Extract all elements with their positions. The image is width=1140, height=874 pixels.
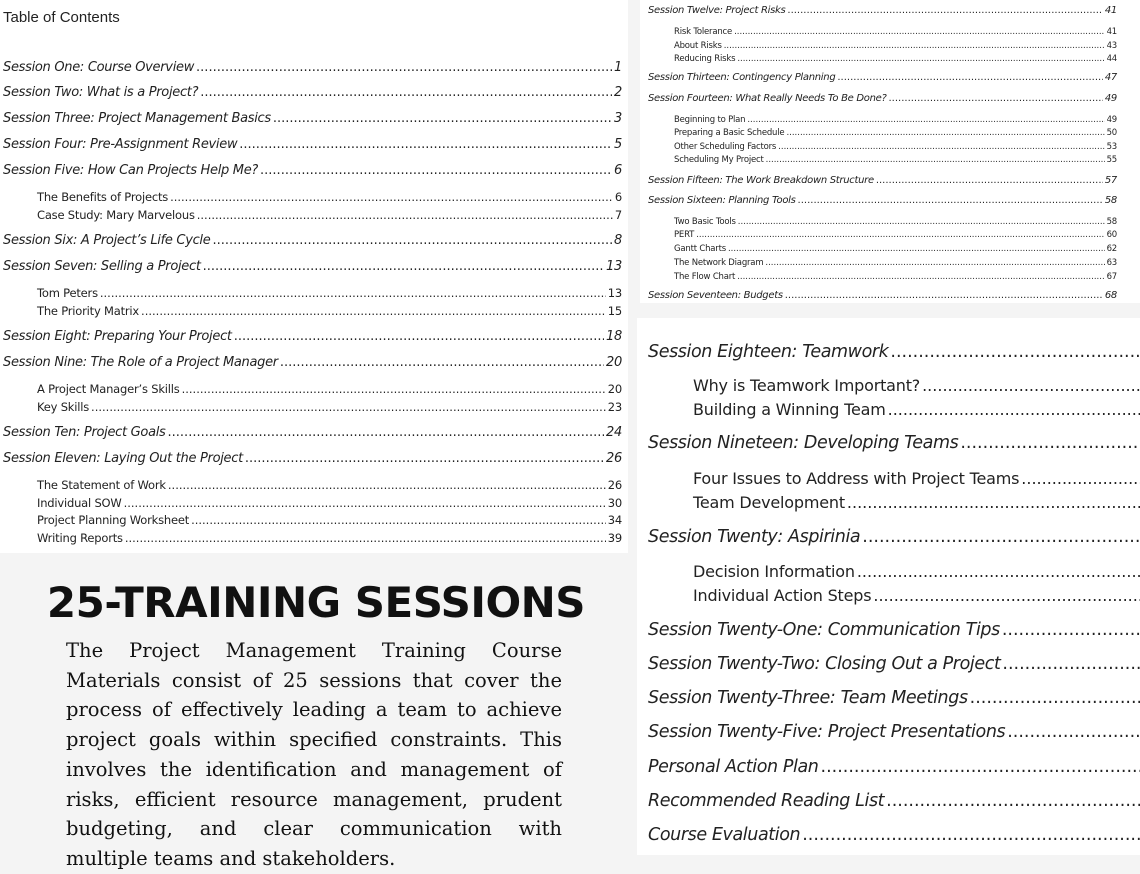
toc-entry-label: Individual Action Steps <box>693 586 871 605</box>
toc-page-top-right <box>640 0 1140 303</box>
toc-session-entry <box>648 433 1140 453</box>
toc-entry-label: Session Eight: Preparing Your Project <box>3 329 232 344</box>
toc-page-number: 20 <box>608 382 622 396</box>
toc-session-entry <box>648 722 1140 742</box>
toc-entry-label: Gantt Charts <box>674 244 726 254</box>
toc-subsection-entry <box>674 155 1117 165</box>
dot-leader <box>889 93 1103 104</box>
dot-leader <box>873 586 1140 605</box>
toc-entry-label: The Statement of Work <box>37 478 166 492</box>
dot-leader <box>734 27 1105 37</box>
toc-page-number: 49 <box>1105 93 1117 104</box>
toc-entry-label: Session Two: What is a Project? <box>3 85 198 100</box>
toc-entry-label: Reducing Risks <box>674 54 735 64</box>
toc-page-number: 39 <box>608 531 622 545</box>
dot-leader <box>200 85 612 100</box>
dot-leader <box>786 128 1104 138</box>
toc-entry-label: The Network Diagram <box>674 258 763 268</box>
toc-subsection-entry <box>674 115 1117 125</box>
headline: 25-TRAINING SESSIONS <box>0 578 632 627</box>
toc-entry-label: Session Twelve: Project Risks <box>648 5 785 16</box>
toc-session-entry <box>648 195 1117 206</box>
dot-leader <box>785 290 1103 301</box>
dot-leader <box>970 688 1140 708</box>
toc-entry-label: Session Five: How Can Projects Help Me? <box>3 163 258 178</box>
dot-leader <box>857 562 1140 581</box>
dot-leader <box>168 425 605 440</box>
toc-subsection-entry <box>674 54 1117 64</box>
toc-entry-label: Session Twenty-One: Communication Tips <box>648 620 1000 640</box>
dot-leader <box>196 60 612 75</box>
dot-leader <box>182 382 606 396</box>
toc-session-entry <box>648 527 1140 547</box>
dot-leader <box>876 175 1103 186</box>
toc-page-number: 18 <box>606 329 622 344</box>
toc-session-entry <box>648 175 1117 186</box>
toc-page-number: 34 <box>608 513 622 527</box>
dot-leader <box>747 115 1104 125</box>
toc-page-number: 13 <box>608 286 622 300</box>
toc-page-number: 26 <box>608 478 622 492</box>
toc-session-entry <box>3 60 622 75</box>
toc-session-entry <box>3 163 622 178</box>
dot-leader <box>724 41 1105 51</box>
toc-entry-label: Session One: Course Overview <box>3 60 194 75</box>
dot-leader <box>847 493 1140 512</box>
toc-subsection-entry <box>674 41 1117 51</box>
toc-entry-label: Session Six: A Project’s Life Cycle <box>3 233 210 248</box>
toc-session-entry <box>648 93 1117 104</box>
toc-entry-label: Session Eleven: Laying Out the Project <box>3 451 243 466</box>
toc-page-number: 6 <box>614 163 622 178</box>
toc-subsection-entry <box>693 376 1140 395</box>
dot-leader <box>1002 620 1140 640</box>
toc-page-number: 2 <box>614 85 622 100</box>
toc-subsection-entry <box>674 272 1117 282</box>
dot-leader <box>886 791 1140 811</box>
toc-page-number: 23 <box>608 400 622 414</box>
toc-entry-label: Project Planning Worksheet <box>37 513 189 527</box>
toc-subsection-entry <box>674 244 1117 254</box>
toc-subsection-entry <box>693 586 1140 605</box>
toc-subsection-entry <box>37 286 622 300</box>
toc-page-number: 24 <box>606 425 622 440</box>
dot-leader <box>960 433 1140 453</box>
toc-entry-label: A Project Manager’s Skills <box>37 382 180 396</box>
toc-entry-label: Case Study: Mary Marvelous <box>37 208 195 222</box>
toc-page-number: 8 <box>614 233 622 248</box>
toc-entry-label: Session Three: Project Management Basics <box>3 111 271 126</box>
toc-subsection-entry <box>693 469 1140 488</box>
toc-entry-label: Session Seventeen: Budgets <box>648 290 783 301</box>
dot-leader <box>170 190 613 204</box>
toc-entry-label: Building a Winning Team <box>693 400 886 419</box>
toc-subsection-entry <box>37 478 622 492</box>
dot-leader <box>91 400 606 414</box>
dot-leader <box>212 233 612 248</box>
toc-entry-label: Session Nine: The Role of a Project Manager <box>3 355 278 370</box>
toc-session-entry <box>648 688 1140 708</box>
toc-entry-label: Individual SOW <box>37 496 122 510</box>
toc-title: Table of Contents <box>3 9 120 26</box>
toc-page-number: 50 <box>1107 128 1117 138</box>
toc-page-number: 49 <box>1107 115 1117 125</box>
toc-entry-label: Recommended Reading List <box>648 791 884 811</box>
dot-leader <box>728 244 1105 254</box>
toc-page-number: 7 <box>615 208 622 222</box>
toc-subsection-entry <box>37 208 622 222</box>
toc-page-number: 60 <box>1107 230 1117 240</box>
dot-leader <box>239 137 612 152</box>
dot-leader <box>922 376 1140 395</box>
dot-leader <box>100 286 606 300</box>
toc-entry-label: The Flow Chart <box>674 272 735 282</box>
dot-leader <box>273 111 612 126</box>
dot-leader <box>1002 654 1140 674</box>
toc-entry-label: Session Twenty-Two: Closing Out a Project <box>648 654 1000 674</box>
dot-leader <box>798 195 1103 206</box>
toc-entry-label: Session Fifteen: The Work Breakdown Structure <box>648 175 874 186</box>
dot-leader <box>737 272 1104 282</box>
toc-session-entry <box>3 111 622 126</box>
toc-page-number: 47 <box>1105 72 1117 83</box>
toc-entry-label: Two Basic Tools <box>674 217 736 227</box>
toc-subsection-entry <box>37 304 622 318</box>
dot-leader <box>738 217 1105 227</box>
toc-page-bottom-right <box>637 318 1140 855</box>
dot-leader <box>260 163 612 178</box>
toc-session-entry <box>648 791 1140 811</box>
toc-page-number: 3 <box>614 111 622 126</box>
dot-leader <box>862 527 1140 547</box>
description: The Project Management Training Course Materials consist of 25 sessions that cover the process of effectively leading a team to achieve project goals within specified constraints. This involves the identification and management of risks, efficient resource management, prudent budgeting, and clear communication with multiple teams and stakeholders. <box>66 636 562 874</box>
dot-leader <box>124 496 606 510</box>
dot-leader <box>168 478 606 492</box>
toc-page-number: 62 <box>1107 244 1117 254</box>
toc-entry-label: Writing Reports <box>37 531 123 545</box>
toc-page-number: 41 <box>1107 27 1117 37</box>
toc-session-entry <box>648 654 1140 674</box>
dot-leader <box>203 259 604 274</box>
toc-page-number: 63 <box>1107 258 1117 268</box>
toc-entry-label: Why is Teamwork Important? <box>693 376 920 395</box>
dot-leader <box>234 329 604 344</box>
dot-leader <box>280 355 604 370</box>
toc-subsection-entry <box>37 513 622 527</box>
toc-entry-label: Session Four: Pre-Assignment Review <box>3 137 237 152</box>
toc-subsection-entry <box>37 400 622 414</box>
toc-subsection-entry <box>37 531 622 545</box>
toc-entry-label: Session Seven: Selling a Project <box>3 259 201 274</box>
dot-leader <box>696 230 1104 240</box>
dot-leader <box>766 155 1105 165</box>
toc-page-number: 1 <box>614 60 622 75</box>
toc-page-number: 44 <box>1107 54 1117 64</box>
toc-entry-label: Decision Information <box>693 562 855 581</box>
toc-page-number: 15 <box>608 304 622 318</box>
toc-entry-label: Session Sixteen: Planning Tools <box>648 195 796 206</box>
toc-page-number: 13 <box>606 259 622 274</box>
toc-session-entry <box>3 355 622 370</box>
dot-leader <box>890 342 1140 362</box>
toc-subsection-entry <box>674 217 1117 227</box>
toc-page-number: 67 <box>1107 272 1117 282</box>
toc-session-entry <box>3 425 622 440</box>
toc-entry-label: Team Development <box>693 493 845 512</box>
dot-leader <box>778 142 1104 152</box>
toc-subsection-entry <box>693 400 1140 419</box>
toc-subsection-entry <box>674 258 1117 268</box>
dot-leader <box>765 258 1104 268</box>
toc-session-entry <box>3 85 622 100</box>
dot-leader <box>1021 469 1140 488</box>
toc-page-number: 5 <box>614 137 622 152</box>
toc-subsection-entry <box>693 562 1140 581</box>
dot-leader <box>1007 722 1140 742</box>
toc-session-entry <box>648 5 1117 16</box>
toc-page-number: 41 <box>1105 5 1117 16</box>
toc-subsection-entry <box>674 128 1117 138</box>
toc-entry-label: Scheduling My Project <box>674 155 764 165</box>
toc-page-number: 57 <box>1105 175 1117 186</box>
toc-entry-label: Session Nineteen: Developing Teams <box>648 433 958 453</box>
toc-session-entry <box>3 451 622 466</box>
dot-leader <box>737 54 1104 64</box>
dot-leader <box>191 513 606 527</box>
toc-session-entry <box>648 620 1140 640</box>
toc-page-number: 58 <box>1107 217 1117 227</box>
toc-session-entry <box>3 329 622 344</box>
toc-entry-label: Session Twenty-Five: Project Presentations <box>648 722 1005 742</box>
toc-subsection-entry <box>674 142 1117 152</box>
toc-entry-label: Session Eighteen: Teamwork <box>648 342 888 362</box>
toc-entry-label: Preparing a Basic Schedule <box>674 128 784 138</box>
dot-leader <box>197 208 613 222</box>
toc-entry-label: Personal Action Plan <box>648 757 819 777</box>
toc-subsection-entry <box>693 493 1140 512</box>
toc-session-entry <box>648 72 1117 83</box>
toc-session-entry <box>3 137 622 152</box>
toc-subsection-entry <box>674 230 1117 240</box>
toc-entry-label: About Risks <box>674 41 722 51</box>
toc-page-number: 20 <box>606 355 622 370</box>
toc-entry-label: Session Twenty: Aspirinia <box>648 527 860 547</box>
toc-entry-label: Session Fourteen: What Really Needs To Be Done? <box>648 93 887 104</box>
toc-entry-label: The Priority Matrix <box>37 304 139 318</box>
toc-entry-label: Risk Tolerance <box>674 27 732 37</box>
toc-session-entry <box>648 757 1140 777</box>
toc-session-entry <box>3 259 622 274</box>
toc-page-number: 53 <box>1107 142 1117 152</box>
toc-page-left <box>0 0 628 553</box>
toc-page-number: 26 <box>606 451 622 466</box>
dot-leader <box>125 531 606 545</box>
dot-leader <box>802 825 1140 845</box>
toc-subsection-entry <box>37 382 622 396</box>
toc-subsection-entry <box>37 496 622 510</box>
toc-session-entry <box>648 342 1140 362</box>
toc-page-number: 30 <box>608 496 622 510</box>
dot-leader <box>141 304 606 318</box>
toc-entry-label: Course Evaluation <box>648 825 800 845</box>
toc-page-number: 58 <box>1105 195 1117 206</box>
toc-session-entry <box>648 290 1117 301</box>
toc-session-entry <box>648 825 1140 845</box>
toc-session-entry <box>3 233 622 248</box>
toc-subsection-entry <box>674 27 1117 37</box>
dot-leader <box>821 757 1140 777</box>
toc-page-number: 55 <box>1107 155 1117 165</box>
toc-entry-label: Session Twenty-Three: Team Meetings <box>648 688 968 708</box>
toc-page-number: 68 <box>1105 290 1117 301</box>
dot-leader <box>888 400 1140 419</box>
toc-entry-label: Session Ten: Project Goals <box>3 425 166 440</box>
dot-leader <box>787 5 1102 16</box>
dot-leader <box>245 451 604 466</box>
dot-leader <box>837 72 1103 83</box>
toc-entry-label: Tom Peters <box>37 286 98 300</box>
toc-page-number: 6 <box>615 190 622 204</box>
toc-entry-label: Four Issues to Address with Project Teams <box>693 469 1019 488</box>
toc-entry-label: Key Skills <box>37 400 89 414</box>
toc-subsection-entry <box>37 190 622 204</box>
toc-entry-label: Beginning to Plan <box>674 115 745 125</box>
toc-entry-label: Session Thirteen: Contingency Planning <box>648 72 835 83</box>
toc-entry-label: The Benefits of Projects <box>37 190 168 204</box>
toc-entry-label: Other Scheduling Factors <box>674 142 776 152</box>
toc-page-number: 43 <box>1107 41 1117 51</box>
toc-entry-label: PERT <box>674 230 694 240</box>
